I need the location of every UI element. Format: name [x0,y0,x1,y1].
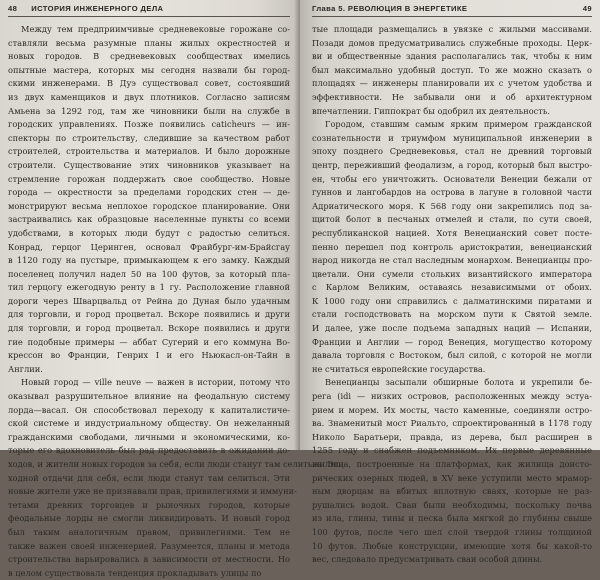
text-line: 10 футов. Любые конструкции, имеющие хотя бы какой-то [312,540,592,551]
text-line: рушались водой. Сваи были необходимы, поскольку почва [312,499,592,510]
text-line: для торговли, и город процветал. Вскоре появились и други [8,309,290,320]
text-line: рием и морем. Их мосты, часто каменные, соединяли остро- [312,404,592,415]
text-line: цветали. Они сумели стольких византийского императора [312,268,592,279]
text-line: для торговли, и город процветал. Вскоре появились и други [8,323,290,334]
right-page [300,0,600,565]
text-line: строители. Существование этих чиновников указывает на [8,159,290,170]
text-line: гие подобные примеры — аббат Сугерий и его коммуна Во- [8,336,290,347]
text-line: Городом, ставшим самым ярким примером гражданской [325,119,592,130]
text-line: площадях — инженеры планировали их с учетом удобства и [312,78,592,89]
text-line: скими инженерами. В Дуэ существовал совет, состоявший [8,78,290,89]
text-line: строительства варьировались в зависимости от местности. Но [8,554,290,565]
text-line: стремление горожан поддержать свое сообщество. Новые [8,173,290,184]
text-line: Конрад, герцог Церинген, основал Фрайбург-им-Брайсгау [8,241,290,252]
text-line: сознательности и триумфом муниципальной инженерии в [312,132,592,143]
text-line: Новый город — ville neuve — важен в истории, потому что [21,377,290,388]
text-line: в целом существовала тенденция прокладывать улицы по [8,567,262,578]
text-line: Адриатического моря. К 568 году они закрепились под за- [312,200,592,211]
text-line: с Карлом Великим, оставаясь независимыми от обоих. [312,282,592,293]
text-line: Венецианцы засыпали обширные болота и укрепили бе- [325,377,592,388]
right-running-header [312,2,592,17]
text-line: тые площади размещались в увязке с жилыми массивами. [312,24,592,34]
text-line: пенно перешел под контроль аристократии, венецианский [312,241,592,252]
text-line: тетами древних торговцев и рыночных городов, которые [8,499,290,510]
text-line: из двух каменщиков и двух плотников. Согласно записям [8,91,290,102]
text-line: был максимально удобный доступ. То же можно сказать о [312,64,592,75]
left-page-text [8,23,344,580]
text-line: крессон во Франции, Генрих I и его Ньюкасл-он-Тайн в [8,350,290,361]
text-line: эффективности. Не забывали они и об архитектурном [312,91,592,102]
right-page-number: 49 [582,4,592,13]
text-line: лорда—васал. Он способствовал переходу к капиталистиче- [8,404,290,415]
text-line: городских управлениях. Позже появились caticheurs — ин- [8,119,290,130]
text-line: новые жители уже не признавали прав, привилегиями и иммуни- [8,486,297,497]
text-line: щитой болот в песчаных отмелей и стали, по сути своей, [312,214,592,225]
text-line: гражданскими свободами, личными и экономическими, ко- [8,431,290,442]
text-line: новых городов. В средневековых сообществах имелись [8,51,290,62]
text-line: феодальные лорды не смогли ликвидировать. И новый город [8,513,290,524]
text-line: дороги через Шварцвальд от Рейна до Дуная было удачным [8,295,290,306]
text-line: ва. Знаменитый мост Риальто, спроектированный в 1178 году [312,418,592,429]
text-line: К 1000 году они справились с далматинскими пиратами и [312,295,592,306]
text-line: строителей, строительства и материалов. И было дорожные [8,146,290,157]
text-line: удобствами, в которых люди будут с радостью селиться. [8,227,290,238]
text-line: был таким аналогичным правом, привилегиями. Тем не [8,526,290,537]
text-line: ен, чтобы его уничтожить. Основатели Венеции бежали от [312,173,592,184]
text-line: опытные мастера, которых мы сегодня назвали бы город- [8,64,290,75]
text-line: 100 футов, после чего шел слой твердой глины толщиной [312,526,592,537]
text-line: вес, следовало предусматривать сваи особой длины. [312,554,543,565]
text-line: Николо Баратьери, правда, из дерева, был расширен в [312,431,592,442]
text-line: стали господствовать на морском пути к Святой земле. [312,309,592,320]
text-line: Амьена за 1292 год, там же чиновники были на службе в [8,105,290,116]
left-header-title: ИСТОРИЯ ИНЖЕНЕРНОГО ДЕЛА [31,4,164,13]
text-line: ставляли весьма разумные планы жилых окрестностей и [8,37,290,48]
text-line: впечатлении. Гиппократ бы одобрил их деятельность. [312,105,550,116]
text-line: Между тем предприимчивые средневековые горожане со- [21,24,290,34]
text-line: республиканской нацией. Хотя Венецианский совет посте- [312,227,592,238]
text-line: из ила, глины, тины и песка была мягкой до глубины свыше [312,513,592,524]
right-page-text [312,23,592,567]
text-line: спекторы по строительству, следившие за качеством работ [8,132,290,143]
text-line: И далее, уже после подъема западных наций — Испании, [312,323,592,334]
text-line: Англии. [8,363,43,374]
text-line: торые его вдохновитель был рад предоставить в ожидании до- [8,445,290,456]
text-line: центр, переживший феодализм, а город, который был выстро- [312,159,592,170]
text-line: рических озерных людей, в XV веке уступили место мрамор- [312,472,592,483]
text-line: давала торговля с Востоком, был силой, с которой не могли [312,350,592,361]
text-line: также важен своей инженерией. Разумеется, планы и метода [8,540,290,551]
text-line: монстрируют весьма неплохое городское планирование. Они [8,200,290,211]
text-line: эпоху позднего Средневековья, стал не древний торговый [312,146,592,157]
text-line: 1255 году и снабжен подъемником. Их первые деревянные [312,445,592,456]
text-line: ской системе и индустриальному обществу. Он нежеланный [8,418,290,429]
text-line: оказывал разрушительное влияние на феодальную систему [8,391,290,402]
text-line: застраивались как образцовые населенные пункты со всеми [8,214,290,225]
text-line: народ никогда не стал наследным монархом. Венецианцы про- [312,255,592,266]
text-line: ходов, и жители новых городов за себя, если люди станут там селиться. Эти [8,459,344,469]
text-line: жилища, построенные на платформах, как жилища доисто- [312,459,592,469]
text-line: города — окрестности за пределами городских стен — де- [8,187,290,198]
text-line: Позади домов предусматривались служебные проходы. Церк- [312,37,592,48]
text-line: гуннов и лангобардов на острова в лагуне в головной части [312,187,592,198]
text-line: ходной отдачи для себя, если люди станут там селиться. Эти [8,472,290,483]
text-line: ным дворцам на вбитых вплотную сваях, которые не раз- [312,486,592,497]
text-line: в 1120 году на пустыре, примыкающем к его замку. Каждый [8,255,290,266]
left-page-number: 48 [8,4,18,13]
text-line: тил герцогу ежегодную ренту в 1 гу. Расположение главной [8,282,290,293]
text-line: поселенец получил надел 50 на 100 футов, за который пла- [8,268,290,279]
left-running-header [8,2,290,17]
right-header-title: Глава 5. РЕВОЛЮЦИЯ В ЭНЕРГЕТИКЕ [312,4,468,13]
text-line: Франции и Англии — город Венеция, могущество которому [312,336,592,347]
text-line: не считаться европейские государства. [312,363,486,374]
text-line: ви и общественные здания располагались так, чтобы к ним [312,51,592,62]
text-line: рега (idi — низких островов, расположенных между эстуа- [312,391,592,402]
